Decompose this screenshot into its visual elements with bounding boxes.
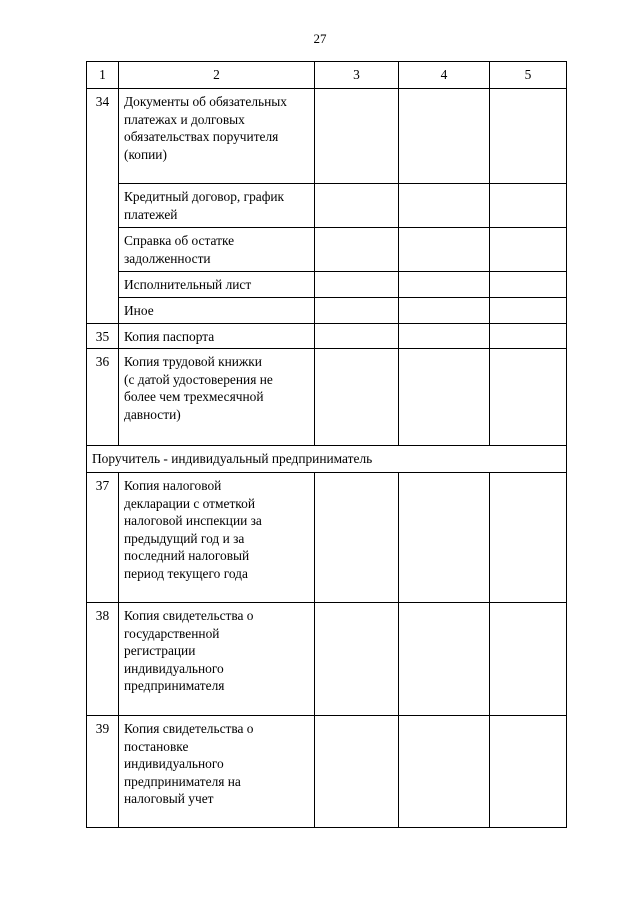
empty-cell (399, 228, 490, 272)
empty-cell (490, 89, 567, 184)
empty-cell (399, 324, 490, 349)
section-row (87, 446, 567, 473)
row-number: 36 (87, 349, 119, 446)
header-col-1: 1 (87, 62, 119, 89)
empty-cell (315, 349, 399, 446)
empty-cell (399, 184, 490, 228)
empty-cell (490, 716, 567, 828)
empty-cell (490, 272, 567, 298)
empty-cell (490, 184, 567, 228)
table-row (87, 89, 567, 184)
table-row (87, 228, 567, 272)
table-row (87, 298, 567, 324)
row-description: Иное (119, 298, 315, 324)
empty-cell (399, 473, 490, 603)
table-row (87, 272, 567, 298)
empty-cell (399, 298, 490, 324)
empty-cell (315, 603, 399, 716)
table-row (87, 473, 567, 603)
row-number: 35 (87, 324, 119, 349)
empty-cell (315, 89, 399, 184)
row-description: Копия свидетельства о государственной регистрации индивидуального предпринимателя (119, 603, 315, 716)
page-number: 27 (313, 31, 327, 46)
empty-cell (315, 324, 399, 349)
empty-cell (399, 603, 490, 716)
table-row (87, 349, 567, 446)
empty-cell (490, 228, 567, 272)
table-row (87, 184, 567, 228)
row-description: Копия свидетельства о постановке индивидуального предпринимателя на налоговый учет (119, 716, 315, 828)
empty-cell (315, 716, 399, 828)
empty-cell (490, 349, 567, 446)
empty-cell (315, 184, 399, 228)
empty-cell (399, 349, 490, 446)
empty-cell (315, 473, 399, 603)
header-col-2: 2 (119, 62, 315, 89)
header-col-3: 3 (315, 62, 399, 89)
empty-cell (490, 473, 567, 603)
empty-cell (399, 89, 490, 184)
row-number: 39 (87, 716, 119, 828)
empty-cell (315, 272, 399, 298)
section-heading: Поручитель - индивидуальный предприниматель (87, 446, 567, 473)
table-row (87, 603, 567, 716)
row-description: Копия налоговой декларации с отметкой налоговой инспекции за предыдущий год и за последний налоговый период текущего года (119, 473, 315, 603)
row-description: Копия паспорта (119, 324, 315, 349)
row-description: Кредитный договор, график платежей (119, 184, 315, 228)
empty-cell (399, 272, 490, 298)
empty-cell (399, 716, 490, 828)
row-number: 34 (87, 89, 119, 324)
empty-cell (490, 324, 567, 349)
row-description: Справка об остатке задолженности (119, 228, 315, 272)
row-description: Исполнительный лист (119, 272, 315, 298)
row-number: 37 (87, 473, 119, 603)
row-description: Документы об обязательных платежах и долговых обязательствах поручителя (копии) (119, 89, 315, 184)
header-row (87, 62, 567, 89)
empty-cell (315, 228, 399, 272)
header-col-4: 4 (399, 62, 490, 89)
empty-cell (315, 298, 399, 324)
row-number: 38 (87, 603, 119, 716)
table-row (87, 716, 567, 828)
table-row (87, 324, 567, 349)
empty-cell (490, 603, 567, 716)
header-col-5: 5 (490, 62, 567, 89)
empty-cell (490, 298, 567, 324)
documents-table (86, 61, 567, 828)
row-description: Копия трудовой книжки (с датой удостоверения не более чем трехмесячной давности) (119, 349, 315, 446)
